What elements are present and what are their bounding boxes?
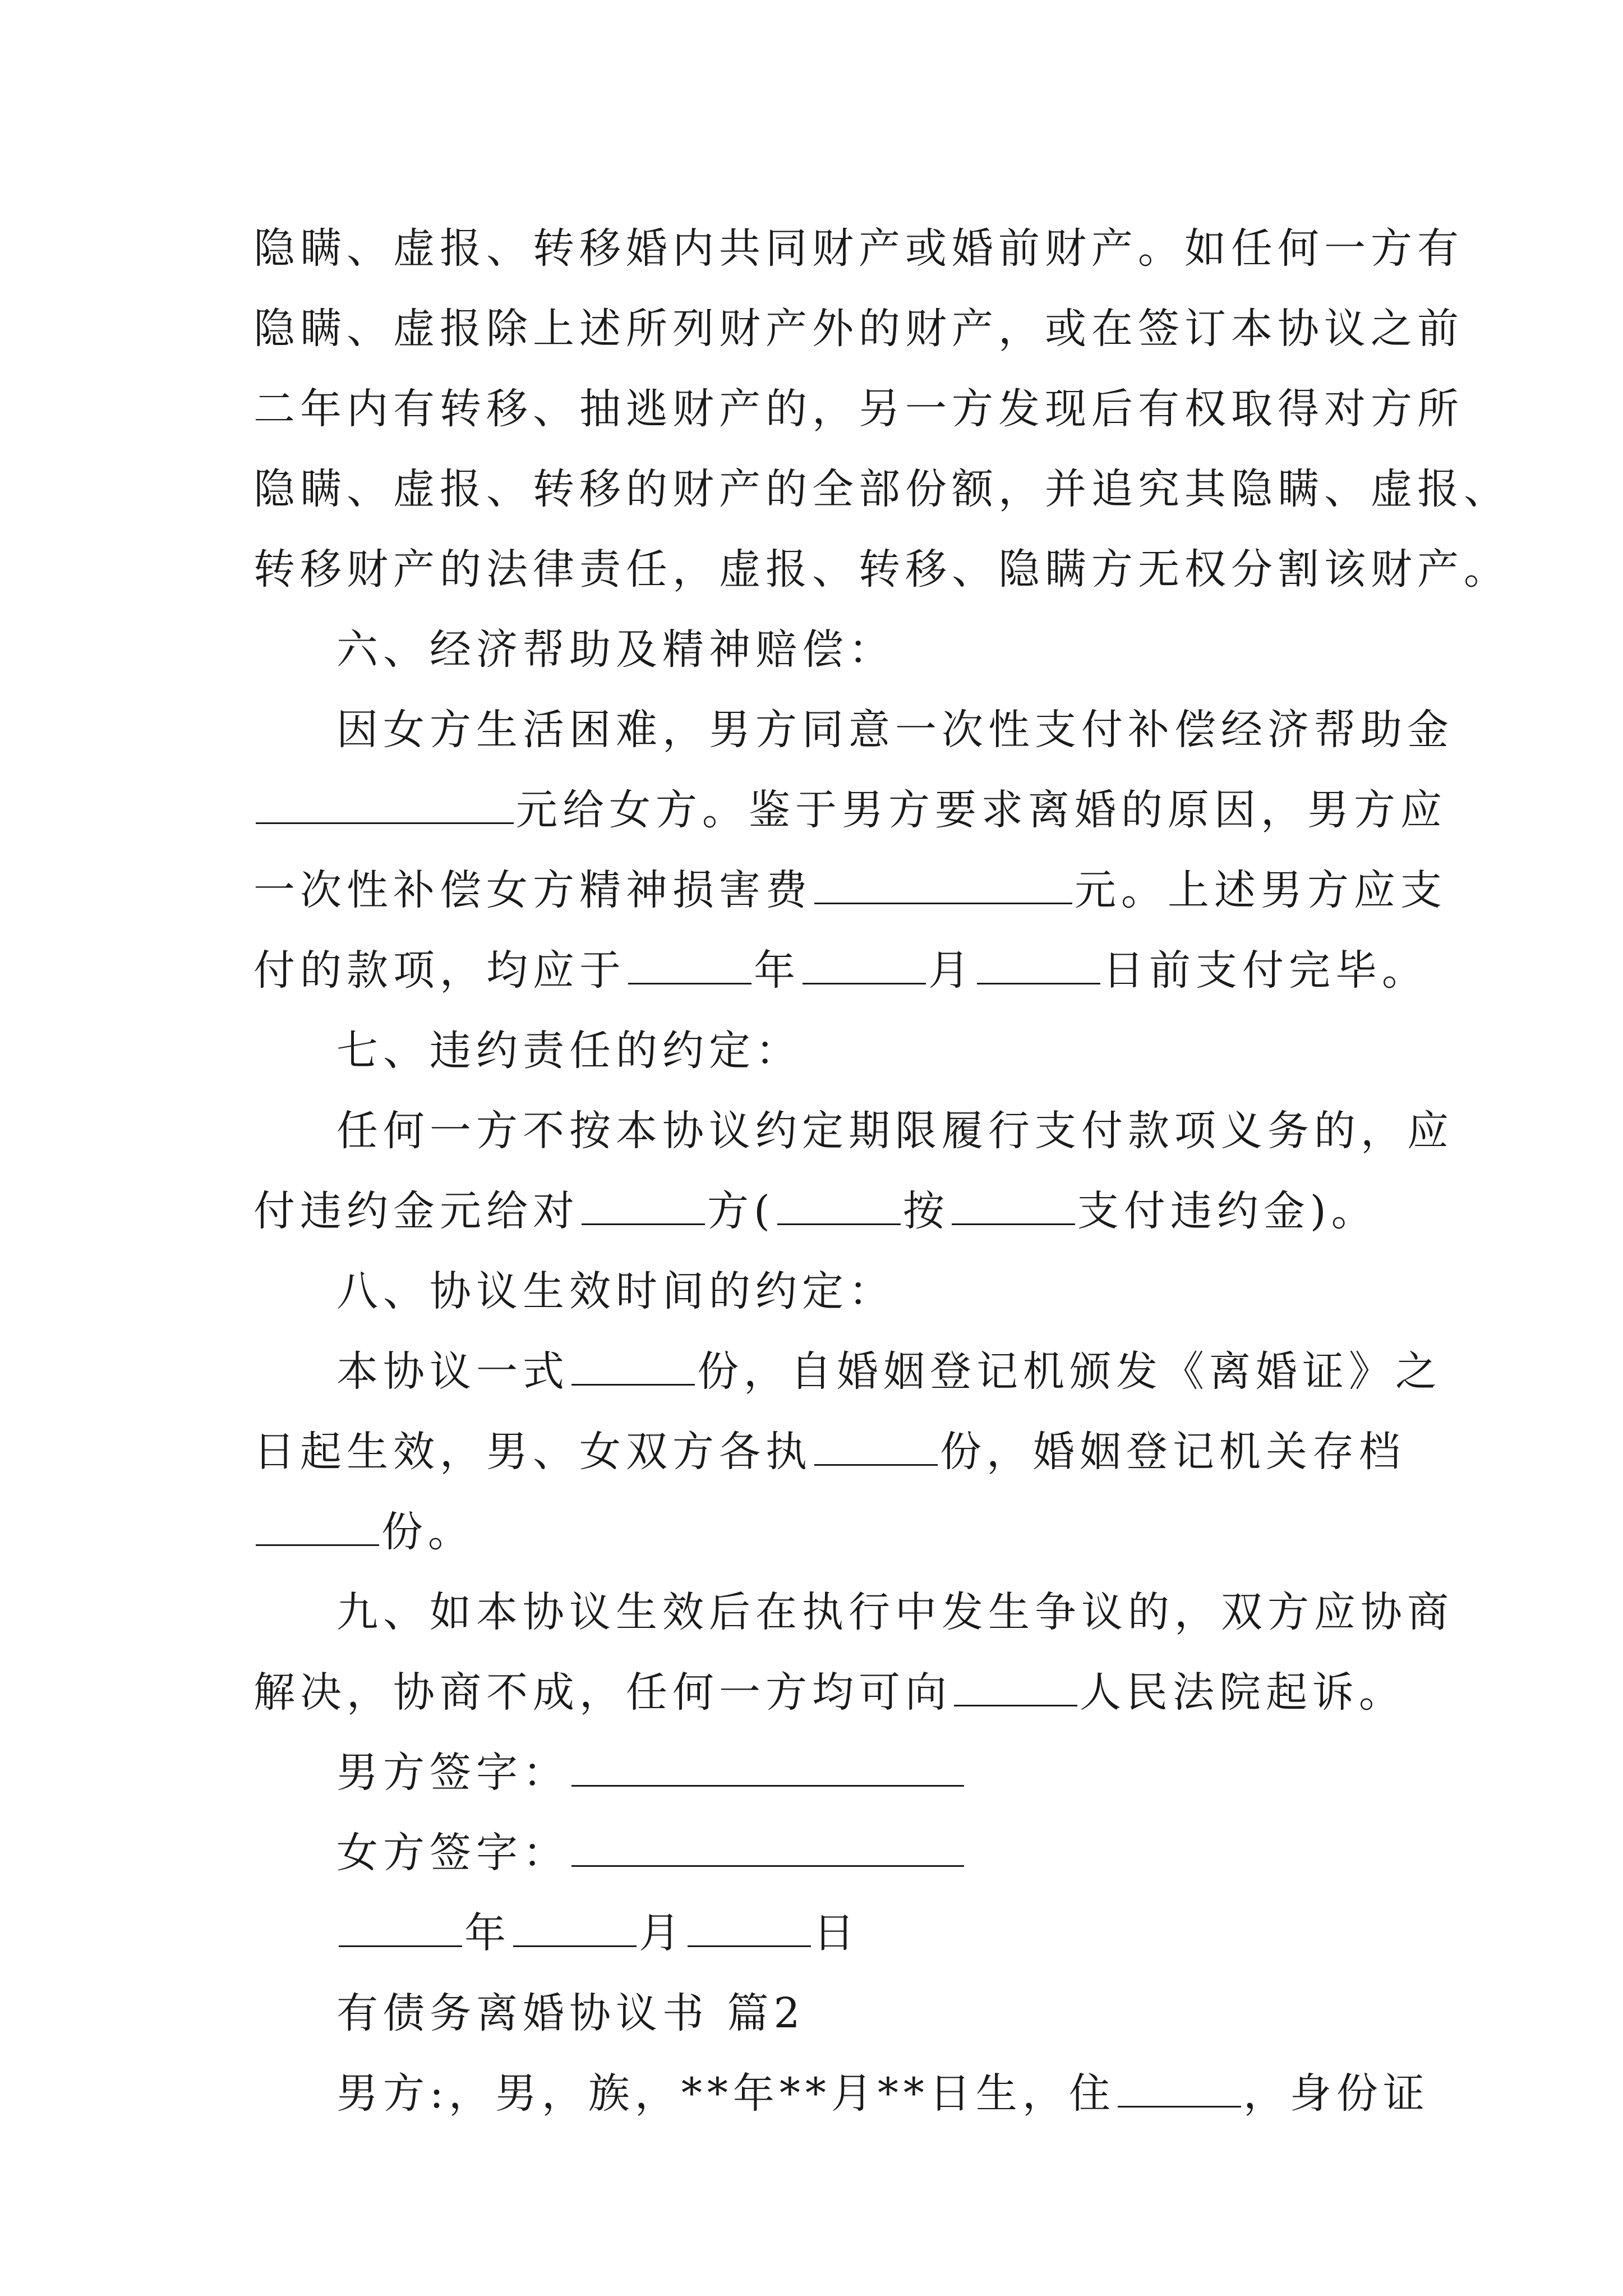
male-signature-line: 男方签字： [253, 1733, 1398, 1813]
section-heading-7: 七、违约责任的约定： [336, 1027, 802, 1075]
text-line: 隐瞒、虚报、转移婚内共同财产或婚前财产。如任何一方有 [253, 224, 1464, 273]
signature-blank [571, 1832, 964, 1867]
text-line: 转移财产的法律责任，虚报、转移、隐瞒方无权分割该财产。 [253, 545, 1510, 593]
fill-blank [339, 1912, 462, 1947]
document-page [253, 209, 1510, 2134]
fill-blank [256, 789, 514, 824]
text-line: 隐瞒、虚报、转移的财产的全部份额，并追究其隐瞒、虚报、 [253, 465, 1510, 513]
text-line: 付的款项，均应于 年 月 日前支付完毕。 [253, 946, 1428, 995]
fill-blank [952, 1190, 1075, 1225]
section-heading-8: 八、协议生效时间的约定： [336, 1267, 895, 1315]
text-line: 解决，协商不成，任何一方均可向 人民法院起诉。 [253, 1668, 1405, 1717]
text-line: 因女方生活困难，男方同意一次性支付补偿经济帮助金 [336, 706, 1454, 754]
female-signature-line: 女方签字： [253, 1813, 1398, 1893]
fill-blank [1118, 2072, 1241, 2108]
date-line: 年 月 日 [253, 1893, 1398, 1973]
text-line: 二年内有转移、抽逃财产的，另一方发现后有权取得对方所 [253, 385, 1464, 433]
fill-blank [954, 1671, 1077, 1706]
text-line: 任何一方不按本协议约定期限履行支付款项义务的，应 [336, 1107, 1454, 1155]
text-line: 付违约金元给对 方( 按 支付违约金)。 [253, 1187, 1378, 1235]
fill-blank [777, 1190, 901, 1225]
text-line: 本协议一式 份，自婚姻登记机颁发《离婚证》之 [336, 1347, 1442, 1396]
signature-blank [571, 1751, 964, 1787]
fill-blank [628, 949, 751, 984]
text-line: 男方:，男，族，**年**月**日生，住 ，身份证 [336, 2069, 1430, 2118]
fill-blank [571, 1350, 695, 1386]
fill-blank [803, 949, 926, 984]
fill-blank [688, 1912, 811, 1947]
fill-blank [256, 1511, 379, 1546]
section-heading-9: 九、如本协议生效后在执行中发生争议的，双方应协商 [336, 1588, 1454, 1636]
text-line: 一次性补偿女方精神损害费 元。上述男方应支 [253, 866, 1447, 914]
section-heading-6: 六、经济帮助及精神赔偿： [336, 625, 895, 674]
text-line: 隐瞒、虚报除上述所列财产外的财产，或在签订本协议之前 [253, 305, 1464, 353]
fill-blank [814, 869, 1072, 904]
text-line: 日起生效，男、女双方各执 份，婚姻登记机关存档 [253, 1428, 1405, 1476]
fill-blank [513, 1912, 637, 1947]
text-line: 元给女方。鉴于男方要求离婚的原因，男方应 [253, 770, 1398, 850]
fill-blank [977, 949, 1100, 984]
section-title: 有债务离婚协议书 篇2 [336, 1989, 805, 2037]
text-line: 份。 [253, 1492, 1398, 1572]
fill-blank [582, 1190, 705, 1225]
fill-blank [814, 1430, 938, 1466]
